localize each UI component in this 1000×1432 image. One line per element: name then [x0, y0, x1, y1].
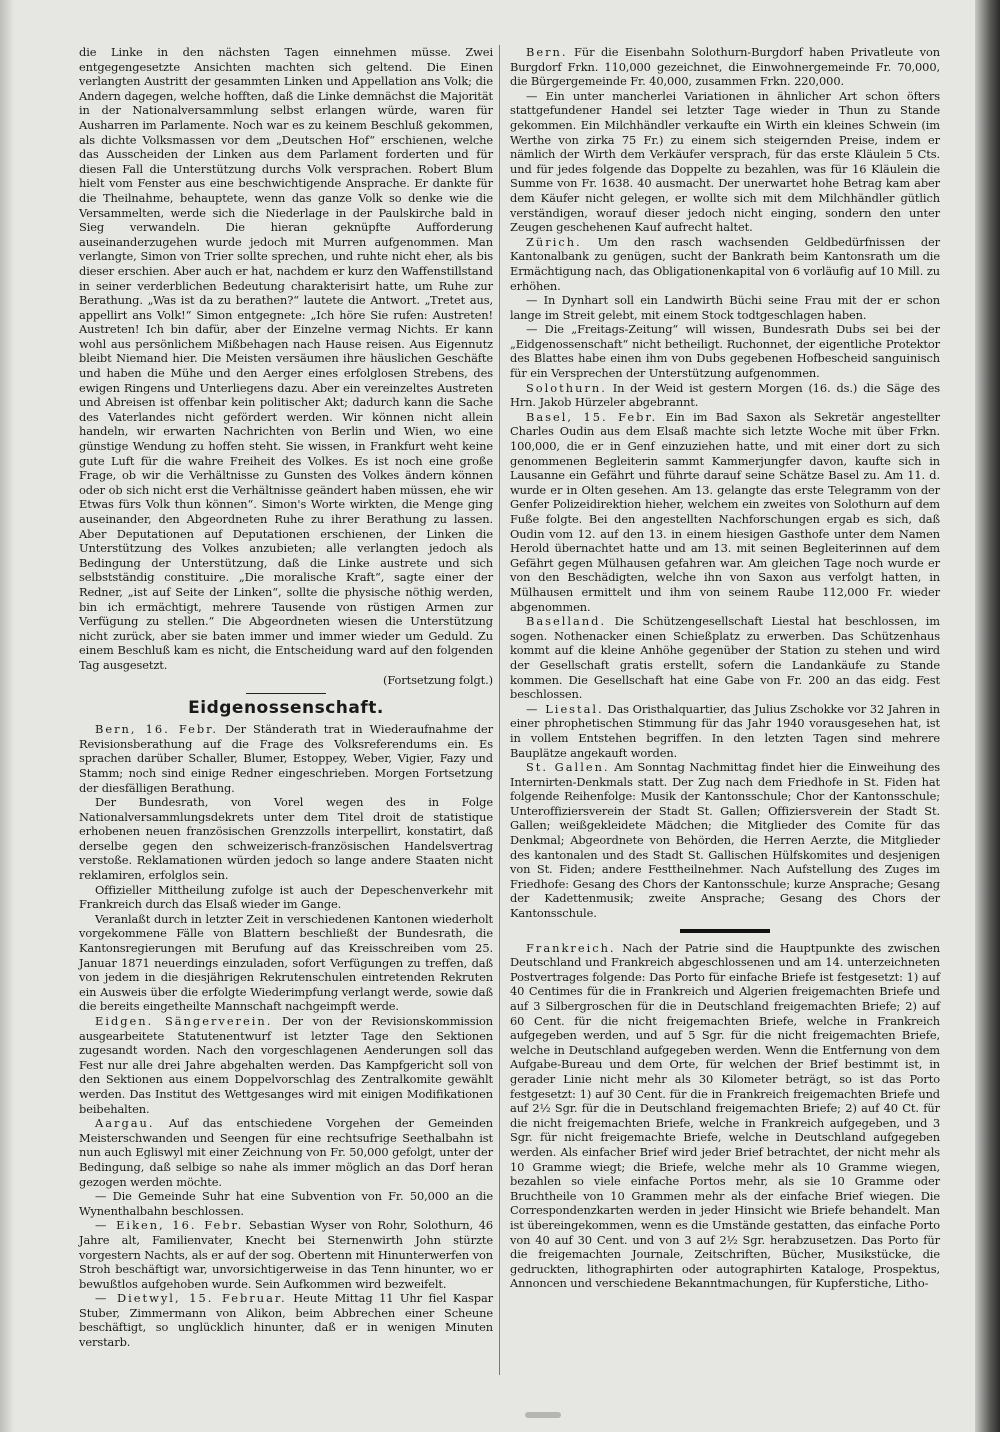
dateline: — Eiken, 16. Febr.: [95, 1218, 244, 1233]
news-item-dietwyl: [79, 1291, 493, 1349]
news-item-solothurn: [510, 381, 940, 410]
news-item-milchhaendler: — Ein unter mancherlei Variationen in ähnlicher Art schon öfters stattgefundener Handel sei letzter Tage wieder in Thun zu Stande gekommen. Ein Milchhändler verkaufte ein Wirth ein kleines Schwein (im Werthe von zirka 75 Fr.) zu einem sich steigernden Preise, indem er nämlich der Wirth dem Verkäufer versprach, für das erste Kläulein 5 Cts. und für jedes folgende das Doppelte zu bezahlen, was für 16 Kläulein die Summe von Fr. 1638. 40 ausmacht. Der unerwartet hohe Betrag kam aber dem Käufer nicht gelegen, er wollte sich mit dem Milchhändler gütlich verständigen, worauf dieser jedoch nicht einging, sondern den unter Zeugen geschehenen Kauf aufrecht haltet.: [510, 88, 940, 235]
dateline: Aargau.: [95, 1116, 155, 1131]
news-text: Die Schützengesellschaft Liestal hat beschlossen, im sogen. Nothenacker einen Schießplatz zu erwerben. Das Schützenhaus kommt auf die kleine Anhöhe gegenüber der Station zu stehen und wird der Gesellschaft gratis erstellt, sofern die Landankäufe zu Stande kommen. Die Gesellschaft hat eine Gabe von Fr. 200 an das eidg. Fest beschlossen.: [510, 614, 940, 702]
news-text: Auf das entschiedene Vorgehen der Gemeinden Meisterschwanden und Seengen für eine rechtsufrige Seethalbahn ist nun auch Egliswyl mit einer Zeichnung von Fr. 50,000 gefolgt, unter der Bedingung, daß selbige so nahe als immer möglich an das Dorf heran gezogen werden möchte.: [79, 1116, 493, 1189]
fortsetzung-note: (Fortsetzung folgt.): [382, 672, 493, 687]
news-item-bern-eisenbahn: [510, 45, 940, 89]
dateline: St. Gallen.: [526, 760, 610, 775]
column-rule: [499, 45, 500, 1375]
news-item-freitags-zeitung: — Die „Freitags-Zeitung“ will wissen, Bundesrath Dubs sei bei der „Eidgenossenschaft“ nicht betheiligt. Ruchonnet, der eigentliche Protektor des Blattes habe einen ihm von Dubs gegebenen Hofbescheid sanguinisch für ein Versprechen der Unterstützung aufgenommen.: [510, 322, 940, 381]
news-item-basel: [510, 410, 940, 614]
news-text: Um den rasch wachsenden Geldbedürfnissen der Kantonalbank zu genügen, sucht der Bankrath beim Kantonsrath um die Ermächtigung nach, das Obligationenkapital von 6 vorläufig auf 10 Mill. zu erhöhen.: [510, 234, 940, 293]
dateline: — Liestal.: [526, 701, 604, 716]
news-text: Für die Eisenbahn Solothurn-Burgdorf haben Privatleute von Burgdorf Frkn. 110,000 gezeichnet, die Einwohnergemeinde Fr. 70,000, die Bürgergemeinde Fr. 40,000, zusammen Frkn. 220,000.: [510, 45, 940, 89]
right-column: [510, 45, 940, 1291]
short-divider: [246, 693, 326, 694]
news-text: Ein im Bad Saxon als Sekretär angestellter Charles Oudin aus dem Elsaß machte sich letzte Woche mit über Frkn. 100,000, die er in Genf einzuziehen hatte, und mit einer dort zu sich genommenen Begleiterin sammt Kammerjungfer davon, kaufte sich in Lausanne ein Gefährt und führte darauf seine Schätze Basel zu. Am 11. d. wurde er in Olten gesehen. Am 13. gelangte das erste Telegramm von der Genfer Polizeidirektion hieher, welchem ein zweites von Solothurn auf dem Fuße folgte. Bei den angestellten Nachforschungen ergab es sich, daß Oudin vom 12. auf den 13. in einem hiesigen Gasthofe unter dem Namen Herold übernachtet hatte und am 13. mit seinen Begleiterinnen auf dem Gefährt gegen Mülhausen gefahren war. Am gleichen Tage noch wurde er von den Beschädigten, welche ihn von Saxon aus verfolgt hatten, in Mülhausen ermittelt und ihm von seinem Raube 112,000 Fr. wieder abgenommen.: [510, 409, 940, 614]
section-divider: [680, 929, 770, 933]
news-text: Sebastian Wyser von Rohr, Solothurn, 46 Jahre alt, Familienvater, Knecht bei Sternenwirth John stürzte vorgestern Nachts, als er auf der sog. Obertenn mit Hinunterwerfen von Stroh beschäftigt war, unvorsichtigerweise in das Tenn hinunter, wo er bewußtlos aufgehoben wurde. Sein Aufkommen wird bezweifelt.: [79, 1218, 493, 1291]
news-text: Am Sonntag Nachmittag findet hier die Einweihung des Internirten-Denkmals statt. Der Zug nach dem Friedhofe in St. Fiden hat folgende Reihenfolge: Musik der Kantonsschule; Chor der Kantonsschule; Unteroffiziersverein der Stadt St. Gallen; Offiziersverein der Stadt St. Gallen; weißgekleidete Mädchen; die Mitglieder des Comite für das Denkmal; Abgeordnete von Behörden, die Herren Aerzte, die Mitglieder des kantonalen und des Stadt St. Gallischen Hülfskomites und desjenigen von St. Fiden; andere Festtheilnehmer. Nach Aufstellung des Zuges im Friedhofe: Gesang des Chors der Kantonsschule; kurze Ansprache; Gesang der Kadettenmusik; zweite Ansprache; Gesang des Chors der Kantonsschule.: [510, 760, 941, 921]
dateline: Bern, 16. Febr.: [95, 722, 218, 737]
dateline: Bern.: [526, 45, 568, 59]
news-item-blattern: Veranlaßt durch in letzter Zeit in verschiedenen Kantonen wiederholt vorgekommene Fälle von Blattern beschließt der Bundesrath, die Kantonsregierungen mit Berufung auf das Kreisschreiben vom 25. Januar 1871 neuerdings einzuladen, sofort Verfügungen zu treffen, daß von jedem in die diesjährigen Rekrutenschulen eintretenden Rekruten ein Ausweis über die erfolgte Wiederimpfung verlangt werde, sowie daß die bereits eingetheilte Mannschaft nachgeimpft werde.: [79, 911, 493, 1014]
dateline: Basel, 15. Febr.: [526, 409, 658, 424]
scan-left-edge: [0, 0, 14, 1432]
news-text: Heute Mittag 11 Uhr fiel Kaspar Stuber, Zimmermann von Alikon, beim Abbrechen einer Scheune beschäftigt, so unglücklich hinunter, daß er in wenigen Minuten verstarb.: [79, 1291, 493, 1350]
news-text: In der Weid ist gestern Morgen (16. ds.) die Säge des Hrn. Jakob Hürzeler abgebrannt.: [510, 380, 940, 410]
news-text: Der Ständerath trat in Wiederaufnahme der Revisionsberathung auf die Frage des Volksreferendums ein. Es sprachen darüber Schaller, Blumer, Estoppey, Weber, Vigier, Fazy und Stamm; noch sind einige Redner eingeschrieben. Morgen Fortsetzung der diesfälligen Berathung.: [79, 722, 493, 795]
dateline: Eidgen. Sängerverein.: [95, 1014, 273, 1028]
scan-smudge: [525, 1412, 561, 1418]
dateline: Zürich.: [526, 234, 582, 249]
news-item-st-gallen: [510, 760, 940, 921]
news-item-dynhart: — In Dynhart soll ein Landwirth Büchi seine Frau mit der er schon lange im Streit gelebt, mit einem Stock todtgeschlagen haben.: [510, 293, 940, 322]
news-item-aargau: [79, 1116, 493, 1189]
news-item-offiziell: Offizieller Mittheilung zufolge ist auch der Depeschenverkehr mit Frankreich durch das Elsaß wieder im Gange.: [79, 882, 493, 912]
dateline: Frankreich.: [526, 940, 616, 955]
news-item-eiken: [79, 1218, 493, 1291]
news-text: Das Oristhalquartier, das Julius Zschokke vor 32 Jahren in einer phrophetischen Stimmung für das Jahr 1940 vorausgesehen hat, ist in vollem Entstehen begriffen. In den letzten Tagen sind mehrere Bauplätze angekauft worden.: [510, 701, 941, 760]
article-continuation: die Linke in den nächsten Tagen einnehmen müsse. Zwei entgegengesetzte Ansichten machten sich geltend. Die Einen verlangten Austritt der gesammten Linken und Appellation ans Volk; die Andern dagegen, welche hofften, daß die Linke demnächst die Majorität in der Nationalversammlung selbst erlangen würde, waren für Ausharren im Parlamente. Noch war es zu keinem Beschluß gekommen, als dichte Volksmassen vor dem „Deutschen Hof“ erschienen, welche das Ausscheiden der Linken aus dem Parlament forderten und für diesen Fall die Unterstützung durchs Volk versprachen. Robert Blum hielt vom Fenster aus eine beschwichtigende Ansprache. Er dankte für die Theilnahme, behauptete, wenn das ganze Volk so denke wie die Versammelten, werde sich die Niederlage in der Paulskirche bald in Sieg verwandeln. Die hieran geknüpfte Aufforderung auseinanderzugehen wurde jedoch mit Murren aufgenommen. Man verlangte, Simon von Trier sollte sprechen, und ruhte nicht eher, als bis dieser erschien. Aber auch er hat, nachdem er kurz den Waffenstillstand in seiner verderblichen Bedeutung charakterisirt hatte, um Ruhe zur Berathung. „Was ist da zu berathen?“ lautete die Antwort. „Tretet aus, appellirt ans Volk!“ Simon entgegnete: „Ich höre Sie rufen: Austreten! Austreten! Ich bin dafür, aber der Einzelne vermag Nichts. Er kann wohl aus persönlichem Mißbehagen nach Hause reisen. Aus Eigennutz bleibt Niemand hier. Die Meisten versäumen ihre häuslichen Geschäfte und haben die Mühe und den Aerger eines erfolglosen Strebens, des ewigen Ringens und Unterliegens dazu. Aber ein vereinzeltes Austreten und Abreisen ist offenbar kein politischer Akt; dadurch kann die Sache des Vaterlandes nicht gefördert werden. Wir können nicht allein handeln, wir erwarten Nachrichten von Berlin und Wien, wo eine günstige Wendung zu hoffen steht. Sie wissen, in Frankfurt weht keine gute Luft für die wahre Freiheit des Volkes. Es ist noch eine große Frage, ob wir die Verhältnisse zu Gunsten des Volkes ändern können oder ob sich nicht erst die Verhältnisse geändert haben müssen, ehe wir Etwas fürs Volk thun können“. Simon's Worte wirkten, die Menge ging auseinander, den Abgeordneten Ruhe zu ihrer Berathung zu lassen. Aber Deputationen auf Deputationen erschienen, der Linken die Unterstützung des Volkes anzubieten; alle verlangten jedoch als Bedingung der Unterstützung, daß die Linke austrete und sich selbstständig constituire. „Die moralische Kraft“, sagte einer der Redner, „ist auf Seite der Linken“, sollte die physische nöthig werden, bin ich ermächtigt, mehrere Tausende von rüstigen Armen zur Verfügung zu stellen.“ Die Abgeordneten wiesen die Unterstützung nicht zurück, aber sie baten immer und immer wieder um Geduld. Zu einem Beschluß kam es nicht, die Entscheidung ward auf den folgenden Tag ausgesetzt.: [79, 45, 493, 672]
dateline: Solothurn.: [526, 380, 607, 395]
left-column: [79, 45, 493, 1350]
dateline: Baselland.: [526, 614, 607, 629]
news-item-bern: [79, 722, 493, 795]
news-item-frankreich: [510, 941, 940, 1291]
news-item-bundesrath: Der Bundesrath, von Vorel wegen des in Folge Nationalversammlungsdekrets unter dem Titel droit de statistique erhobenen neuen französischen Grenzzolls interpellirt, konstatirt, daß derselbe gegen den schweizerisch-französischen Handelsvertrag verstoße. Reklamationen würden jedoch so lange andere Staaten nicht reklamiren, erfolglos sein.: [79, 795, 493, 883]
news-text: Nach der Patrie sind die Hauptpunkte des zwischen Deutschland und Frankreich abgeschlossenen und am 14. unterzeichneten Postvertrages folgende: Das Porto für einfache Briefe ist festgesetzt: 1) auf 40 Centimes für die in Frankreich und Algerien freigemachten Briefe und auf 3 Silbergroschen für die in Deutschland freigemachten Briefe; 2) auf 60 Cent. für die nicht freigemachten Briefe, welche in Frankreich aufgegeben werden, und auf 5 Sgr. für die nicht freigemachten Briefe, welche in Deutschland aufgegeben werden. Wenn die Entfernung von dem Aufgabe-Bureau und dem Orte, für welchen der Brief bestimmt ist, in gerader Linie nicht mehr als 30 Kilometer beträgt, so ist das Porto festgesetzt: 1) auf 30 Cent. für die in Frankreich freigemachten Briefe und auf 2½ Sgr. für die in Deutschland freigemachten Briefe; 2) auf 40 Ct. für die nicht freigemachten Briefe, welche in Frankreich aufgegeben, und 3 Sgr. für nicht freigemachte Briefe, welche in Deutschland aufgegeben werden. Als einfacher Brief wird jeder Brief betrachtet, der nicht mehr als 10 Gramme wiegt; die Briefe, welche mehr als 10 Gramme wiegen, bezahlen so viele einfache Portos mehr, als sie 10 Gramme oder Bruchtheile von 10 Grammen mehr als der einfache Brief wiegen. Die Correspondenzkarten werden in jeder Hinsicht wie Briefe behandelt. Man ist übereingekommen, wenn es die Umstände gestatten, das einfache Porto von 40 auf 30 Cent. und von 3 auf 2½ Sgr. herabzusetzen. Das Porto für die freigemachten Journale, Zeitschriften, Bücher, Musikstücke, die gedruckten, lithographirten oder autographirten Kataloge, Prospektus, Annoncen und verschiedene Bekanntmachungen, für Kupferstiche, Litho-: [510, 940, 941, 1291]
news-item-suhr: — Die Gemeinde Suhr hat eine Subvention von Fr. 50,000 an die Wynenthalbahn beschlossen.: [79, 1189, 493, 1218]
section-heading: Eidgenossenschaft.: [188, 698, 384, 719]
news-item-liestal: [510, 702, 940, 760]
news-item-zuerich: [510, 235, 940, 293]
news-text: Der von der Revisionskommission ausgearbeitete Statutenentwurf ist letzter Tage den Sektionen zugesandt worden. Nach den vorgeschlagenen Aenderungen soll das Fest nur alle drei Jahre abgehalten werden. Das Kampfgericht soll von den Sektionen aus einem Doppelvorschlag des Zentralkomite gewählt werden. Das Institut des Wettgesanges wird mit einigen Modifikationen beibehalten.: [79, 1014, 493, 1116]
scan-right-edge: [975, 0, 1000, 1432]
dateline: — Dietwyl, 15. Februar.: [95, 1291, 287, 1306]
news-item-saengerverein: [79, 1014, 493, 1116]
news-item-baselland: [510, 614, 940, 702]
